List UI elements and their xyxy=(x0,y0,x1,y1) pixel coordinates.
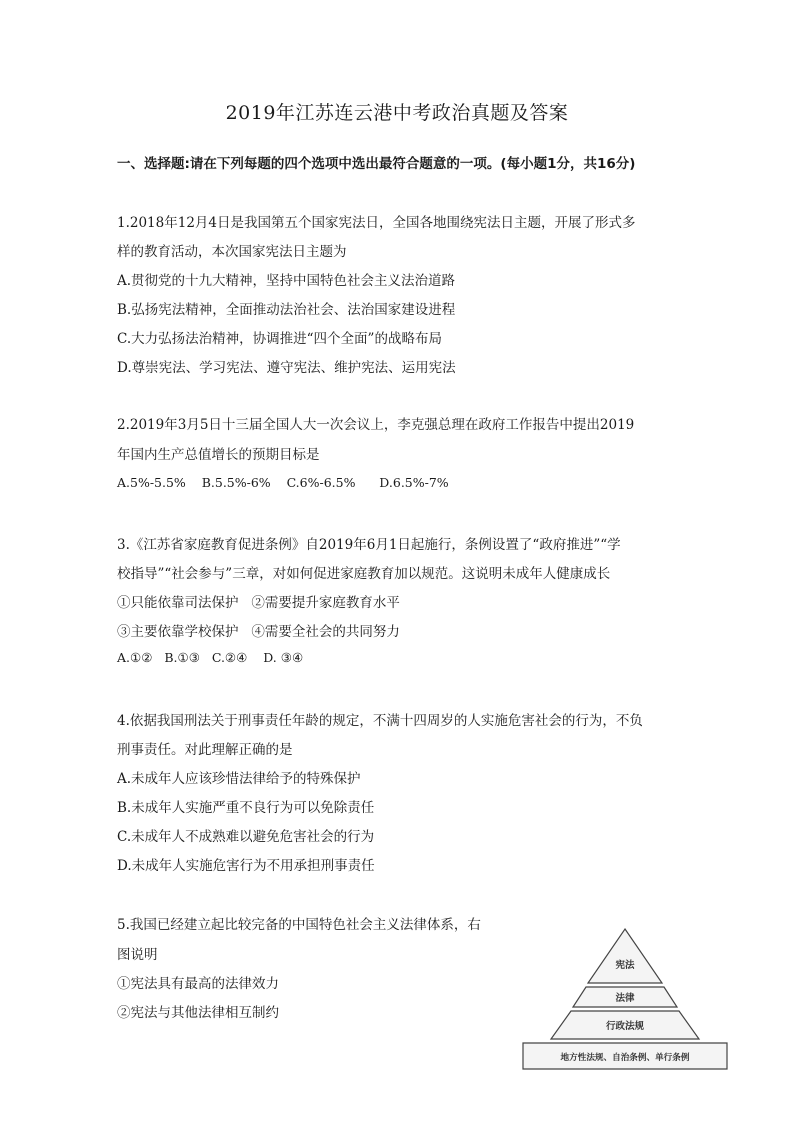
q4-option-d: D.未成年人实施危害行为不用承担刑事责任 xyxy=(117,858,375,874)
page-title: 2019年江苏连云港中考政治真题及答案 xyxy=(225,102,569,124)
q4-option-c: C.未成年人不成熟难以避免危害社会的行为 xyxy=(117,829,375,845)
q1-option-b: B.弘扬宪法精神，全面推动法治社会、法治国家建设进程 xyxy=(117,302,456,318)
q4-stem-line1: 4.依据我国刑法关于刑事责任年龄的规定，不满十四周岁的人实施危害社会的行为，不负 xyxy=(117,713,643,729)
q3-statements-line2: ③主要依靠学校保护 ④需要全社会的共同努力 xyxy=(117,624,400,640)
q5-statement-1: ①宪法具有最高的法律效力 xyxy=(117,976,279,992)
q1-stem-line2: 样的教育活动，本次国家宪法日主题为 xyxy=(117,244,347,260)
pyramid-label-constitution: 宪法 xyxy=(615,960,635,971)
q2-options: A.5%-5.5% B.5.5%-6% C.6%-6.5% D.6.5%-7% xyxy=(117,475,449,490)
q3-options: A.①② B.①③ C.②④ D. ③④ xyxy=(117,650,304,665)
pyramid-tier-constitution xyxy=(588,929,662,983)
q1-option-c: C.大力弘扬法治精神，协调推进“四个全面”的战略布局 xyxy=(117,331,442,347)
q4-option-a: A.未成年人应该珍惜法律给予的特殊保护 xyxy=(117,771,361,787)
q1-stem-line1: 1.2018年12月4日是我国第五个国家宪法日，全国各地围绕宪法日主题，开展了形式多 xyxy=(117,215,636,231)
pyramid-label-local-regulations: 地方性法规、自治条例、单行条例 xyxy=(560,1053,690,1063)
q2-stem-line2: 年国内生产总值增长的预期目标是 xyxy=(117,447,320,463)
q5-stem-line1: 5.我国已经建立起比较完备的中国特色社会主义法律体系，右 xyxy=(117,917,481,933)
q4-stem-line2: 刑事责任。对此理解正确的是 xyxy=(117,742,293,758)
pyramid-label-law: 法律 xyxy=(615,993,635,1004)
section-heading: 一、选择题:请在下列每题的四个选项中选出最符合题意的一项。(每小题1分，共16分) xyxy=(117,156,636,172)
q3-statements-line1: ①只能依靠司法保护 ②需要提升家庭教育水平 xyxy=(117,595,400,611)
q3-stem-line2: 校指导”“社会参与”三章，对如何促进家庭教育加以规范。这说明未成年人健康成长 xyxy=(117,566,611,582)
q4-option-b: B.未成年人实施严重不良行为可以免除责任 xyxy=(117,800,375,816)
q2-stem-line1: 2.2019年3月5日十三届全国人大一次会议上，李克强总理在政府工作报告中提出2019 xyxy=(117,417,635,433)
q3-stem-line1: 3.《江苏省家庭教育促进条例》自2019年6月1日起施行，条例设置了“政府推进”“学 xyxy=(117,537,621,553)
q1-option-a: A.贯彻党的十九大精神，坚持中国特色社会主义法治道路 xyxy=(117,273,456,289)
q5-statement-2: ②宪法与其他法律相互制约 xyxy=(117,1005,279,1021)
q1-option-d: D.尊崇宪法、学习宪法、遵守宪法、维护宪法、运用宪法 xyxy=(117,360,456,376)
pyramid-label-admin-regulations: 行政法规 xyxy=(605,1021,645,1032)
q5-stem-line2: 图说明 xyxy=(117,947,158,963)
legal-hierarchy-pyramid xyxy=(519,927,731,1071)
